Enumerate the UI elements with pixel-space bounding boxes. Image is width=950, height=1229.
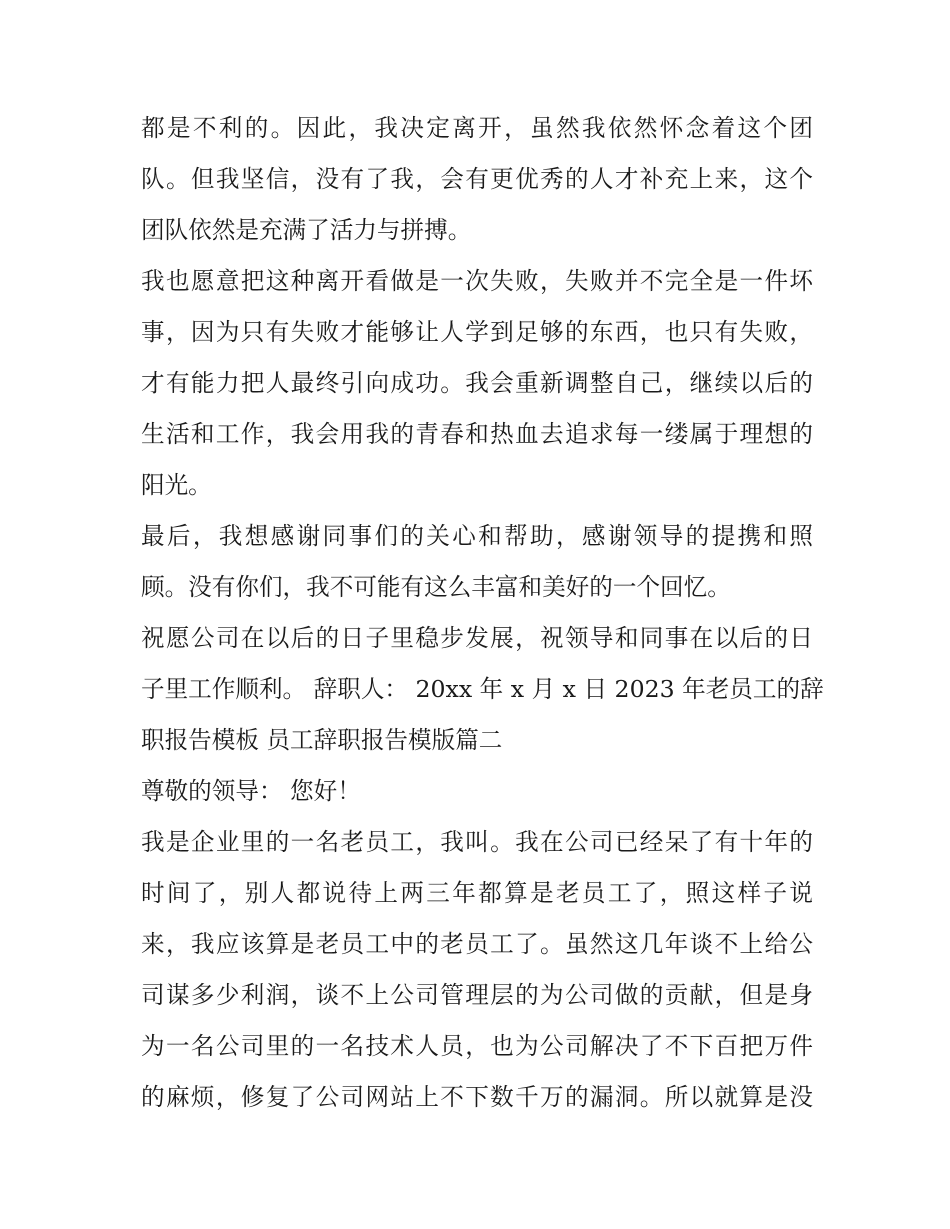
- text-line-20: 的麻烦，修复了公司网站上不下数千万的漏洞。所以就算是没: [141, 1083, 813, 1111]
- text-line-15: 我是企业里的一名老员工，我叫。我在公司已经呆了有十年的: [141, 828, 813, 856]
- text-line-17: 来，我应该算是老员工中的老员工了。虽然这几年谈不上给公: [141, 930, 813, 958]
- text-line-12: 子里工作顺利。 辞职人： 20xx 年 x 月 x 日 2023 年老员工的辞: [141, 675, 824, 703]
- text-line-14: 尊敬的领导： 您好！: [141, 777, 361, 805]
- text-line-10: 顾。没有你们，我不可能有这么丰富和美好的一个回忆。: [141, 573, 731, 601]
- document-page: [141, 103, 824, 1123]
- text-line-16: 时间了，别人都说待上两三年都算是老员工了，照这样子说: [141, 879, 813, 907]
- text-line-3: 团队依然是充满了活力与拼搏。: [141, 216, 472, 244]
- text-line-7: 生活和工作，我会用我的青春和热血去追求每一缕属于理想的: [141, 420, 813, 448]
- text-line-6: 才有能力把人最终引向成功。我会重新调整自己，继续以后的: [141, 369, 813, 397]
- text-line-9: 最后，我想感谢同事们的关心和帮助，感谢领导的提携和照: [141, 522, 813, 550]
- text-line-4: 我也愿意把这种离开看做是一次失败，失败并不完全是一件坏: [141, 267, 813, 295]
- text-line-11: 祝愿公司在以后的日子里稳步发展，祝领导和同事在以后的日: [141, 624, 813, 652]
- text-line-18: 司谋多少利润，谈不上公司管理层的为公司做的贡献，但是身: [141, 981, 813, 1009]
- text-line-1: 都是不利的。因此，我决定离开，虽然我依然怀念着这个团: [141, 114, 813, 142]
- text-line-2: 队。但我坚信，没有了我，会有更优秀的人才补充上来，这个: [141, 165, 813, 193]
- text-line-5: 事，因为只有失败才能够让人学到足够的东西，也只有失败，: [141, 318, 813, 346]
- text-line-13: 职报告模板 员工辞职报告模版篇二: [141, 726, 503, 754]
- text-line-8: 阳光。: [141, 471, 212, 499]
- text-line-19: 为一名公司里的一名技术人员，也为公司解决了不下百把万件: [141, 1032, 813, 1060]
